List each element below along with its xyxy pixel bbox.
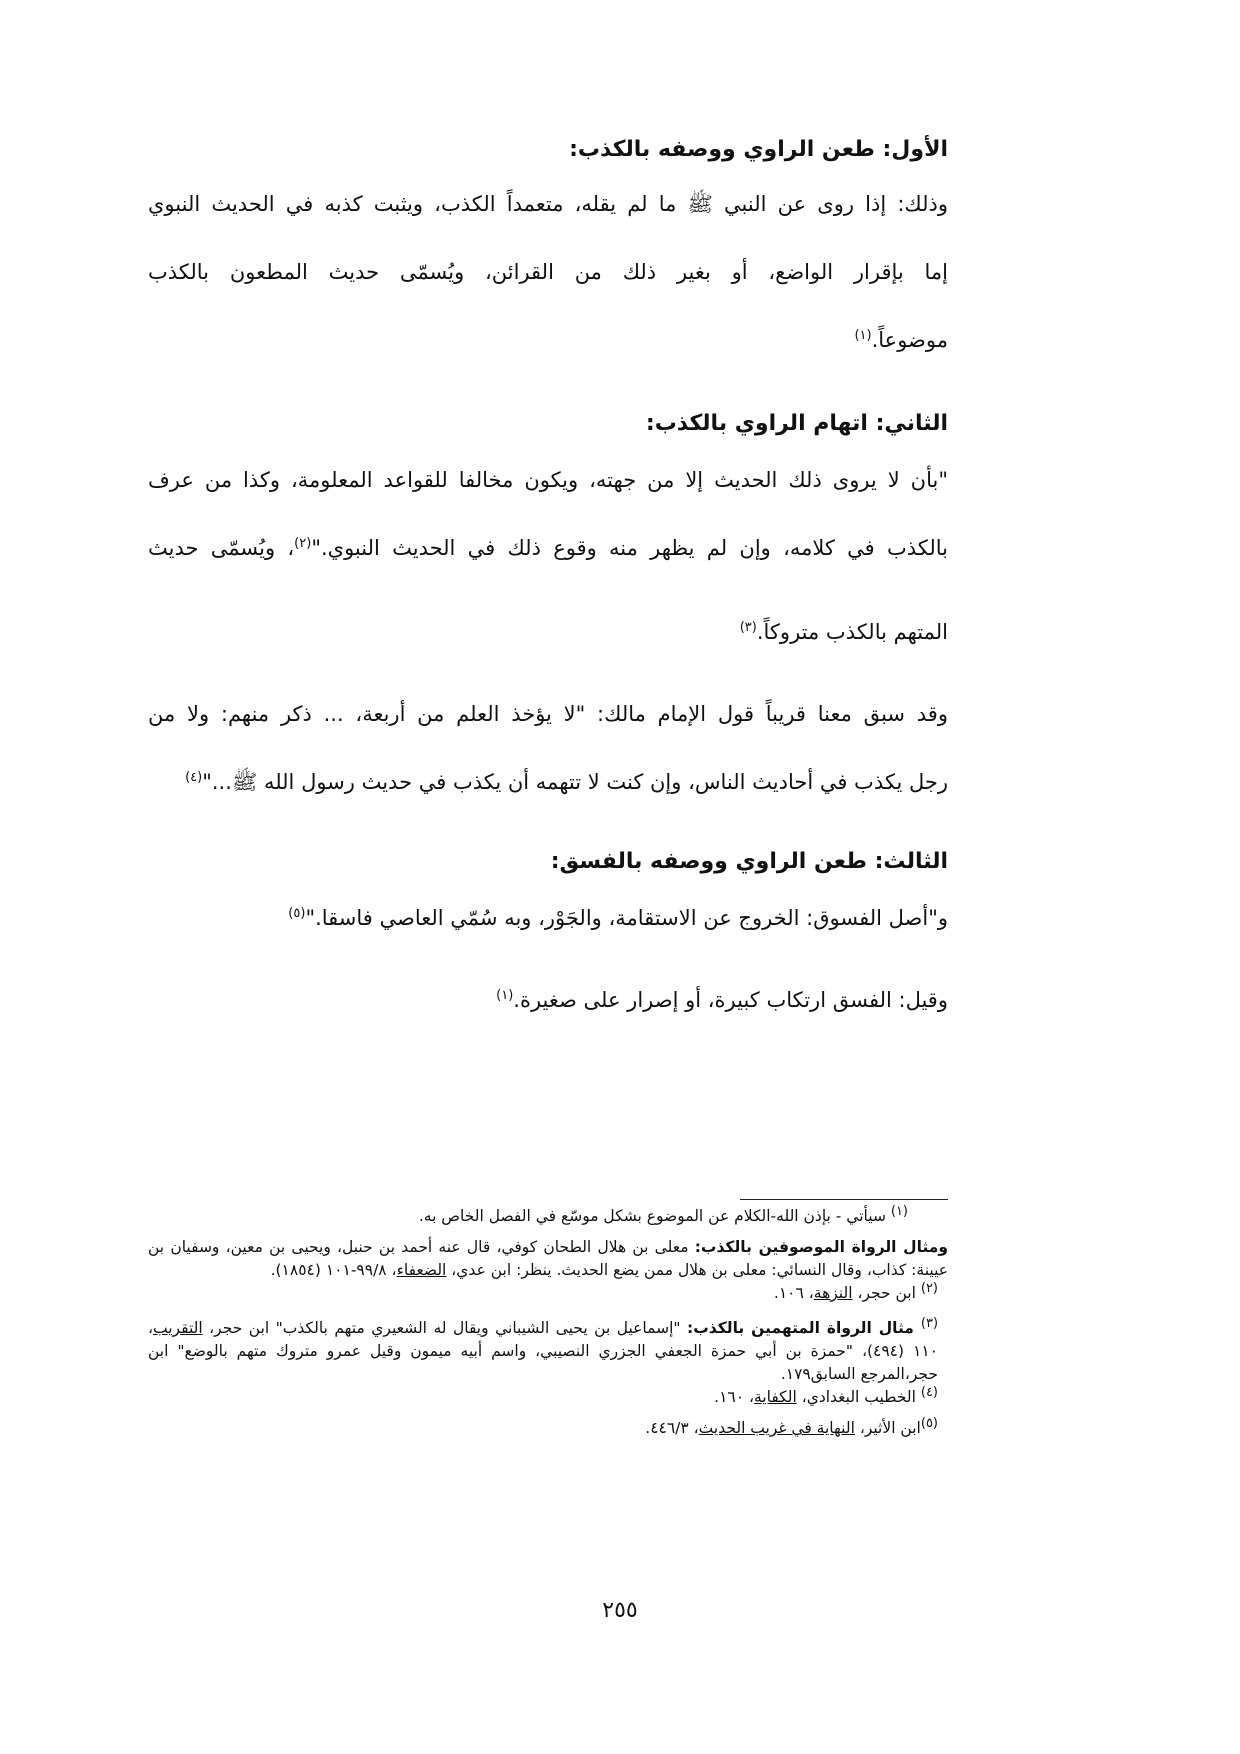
footnote-4 — [148, 1386, 948, 1409]
source-title: النزهة — [813, 1284, 853, 1302]
section-heading-first: الأول: طعن الراوي ووصفه بالكذب: — [569, 137, 948, 162]
paragraph-third — [148, 898, 948, 1020]
paragraph-line: إما بإقرار الواضع، أو بغير ذلك من القرائن، ويُسمّى حديث المطعون بالكذب — [148, 260, 948, 284]
source-title: الضعفاء — [396, 1261, 447, 1279]
footnote-number: (٤) — [920, 1384, 938, 1400]
footnote-text: ، ١٠٦. — [773, 1284, 814, 1302]
footnote-2 — [148, 1282, 948, 1305]
paragraph-first — [148, 184, 948, 360]
paragraph-line — [148, 980, 948, 1020]
paragraph-second — [148, 460, 948, 652]
page-number: ٢٥٥ — [602, 1598, 638, 1623]
footnote-text: الخطيب البغدادي، — [796, 1388, 921, 1406]
footnote-text: سيأتي - بإذن الله-الكلام عن الموضوع بشكل موسّع في الفصل الخاص به. — [418, 1207, 891, 1225]
section-heading-third: الثالث: طعن الراوي ووصفه بالفسق: — [550, 849, 948, 874]
paragraph-text: ، ويُسمّى حديث — [148, 536, 295, 560]
paragraph-line: وقد سبق معنا قريباً قول الإمام مالك: "لا يؤخذ العلم من أربعة، ... ذكر منهم: ولا من — [148, 702, 948, 726]
footnotes — [148, 1205, 948, 1440]
footnote-number: (٢) — [920, 1280, 938, 1296]
footnote-text: ، ١٦٠. — [714, 1388, 754, 1406]
footnote-5 — [148, 1417, 948, 1440]
footnote-ref[interactable]: (٣) — [739, 620, 757, 635]
paragraph-text: و"أصل الفسوق: الخروج عن الاستقامة، والجَوْر، وبه سُمّي العاصي فاسقا." — [305, 906, 948, 930]
footnote-ref[interactable]: (١) — [854, 328, 872, 343]
paragraph-text: المتهم بالكذب متروكاً. — [756, 620, 948, 644]
footnote-label: ومثال الرواة الموصوفين بالكذب: — [694, 1238, 948, 1256]
paragraph-line — [148, 320, 948, 360]
paragraph-text: رجل يكذب في أحاديث الناس، وإن كنت لا تتهمه أن يكذب في حديث رسول الله ﷺ..." — [202, 770, 948, 794]
section-heading-second: الثاني: اتهام الراوي بالكذب: — [645, 411, 948, 436]
paragraph-text: بالكذب في كلامه، وإن لم يظهر منه وقوع ذلك في الحديث النبوي." — [311, 536, 949, 560]
paragraph-line — [148, 762, 948, 802]
paragraph-line: "بأن لا يروى ذلك الحديث إلا من جهته، ويكون مخالفا للقواعد المعلومة، وكذا من عرف — [148, 468, 948, 492]
footnote-1 — [148, 1205, 948, 1228]
footnote-text: ابن حجر، — [852, 1284, 921, 1302]
paragraph-text: وقيل: الفسق ارتكاب كبيرة، أو إصرار على صغيرة. — [513, 988, 948, 1012]
paragraph-line — [148, 528, 948, 568]
footnote-text: ، ٤٤٦/٣. — [645, 1419, 699, 1437]
paragraph-malik-quote — [148, 694, 948, 802]
footnote-ref[interactable]: (٥) — [288, 906, 306, 921]
paragraph-line: وذلك: إذا روى عن النبي ﷺ ما لم يقله، متعمداً الكذب، ويثبت كذبه في الحديث النبوي — [148, 192, 948, 216]
footnote-number: (١) — [890, 1203, 908, 1219]
footnote-1-example — [148, 1236, 948, 1282]
footnote-ref[interactable]: (٢) — [294, 536, 312, 551]
paragraph-line — [148, 612, 948, 652]
footnote-ref[interactable]: (١) — [496, 988, 514, 1003]
footnote-text: ، ٩٩/٨-١٠١ (١٨٥٤). — [270, 1261, 397, 1279]
footnote-separator — [740, 1199, 948, 1200]
footnote-ref[interactable]: (٤) — [185, 770, 203, 785]
source-title: النهاية في غريب الحديث — [698, 1419, 855, 1437]
footnote-text: ، ١١٠ (٤٩٤)، "حمزة بن أبي حمزة الجعفي الجزري النصيبي، واسم أبيه ميمون وقيل عمرو متروك متهم بالوضع" ابن حجر،المرجع السابق١٧٩. — [148, 1319, 938, 1383]
footnote-number: (٥) — [920, 1415, 938, 1431]
footnote-label: مثال الرواة المتهمين بالكذب: — [687, 1319, 921, 1337]
footnote-number: (٣) — [920, 1315, 939, 1331]
footnote-3 — [148, 1317, 948, 1386]
source-title: الكفاية — [753, 1388, 797, 1406]
footnote-text: "إسماعيل بن يحيى الشيباني ويقال له الشعيري متهم بالكذب" ابن حجر، — [202, 1319, 688, 1337]
paragraph-line — [148, 898, 948, 938]
footnote-text: ابن الأثير، — [854, 1419, 921, 1437]
paragraph-text: موضوعاً. — [871, 328, 948, 352]
source-title: التقريب — [153, 1319, 203, 1337]
footnote-text: معلى بن هلال الطحان كوفي، قال عنه أحمد بن حنبل، ويحيى بن معين، وسفيان بن عيينة: كذاب، وقال النسائي: معلى بن هلال ممن يضع الحديث. ينظر: ابن عدي، — [148, 1238, 948, 1279]
page-body — [148, 130, 948, 1020]
